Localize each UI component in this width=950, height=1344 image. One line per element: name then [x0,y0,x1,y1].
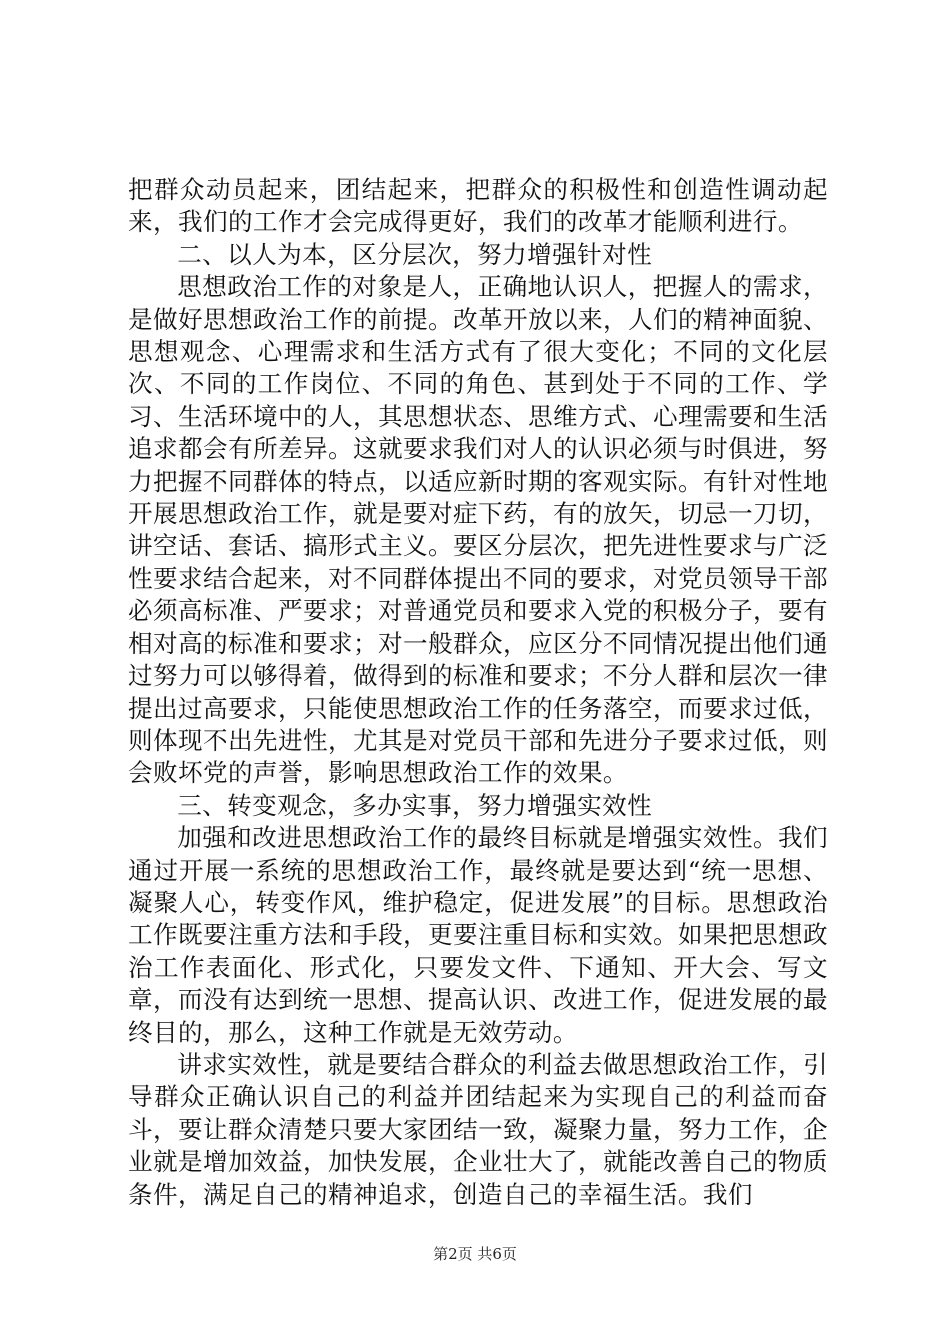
document-body [128,174,828,1211]
section-heading-3: 三、转变观念，多办实事，努力增强实效性 [177,790,653,820]
paragraph-section-3-a: 加强和改进思想政治工作的最终目标就是增强实效性。我们通过开展一系统的思想政治工作，最终就是要达到“统一思想、凝聚人心，转变作风，维护稳定，促进发展”的目标。思想政治工作既要注重方法和手段，更要注重目标和实效。如果把思想政治工作表面化、形式化，只要发文件、下通知、开大会、写文章，而没有达到统一思想、提高认识、改进工作，促进发展的最终目的，那么，这种工作就是无效劳动。 [128,823,828,1047]
paragraph-continuation: 把群众动员起来，团结起来，把群众的积极性和创造性调动起来，我们的工作才会完成得更好，我们的改革才能顺利进行。 [128,175,828,237]
paragraph-section-3-b: 讲求实效性，就是要结合群众的利益去做思想政治工作，引导群众正确认识自己的利益并团结起来为实现自己的利益而奋斗，要让群众清楚只要大家团结一致，凝聚力量，努力工作，企业就是增加效益，加快发展，企业壮大了，就能改善自己的物质条件，满足自己的精神追求，创造自己的幸福生活。我们 [128,1049,828,1209]
page-footer: 第2页 共6页 [433,1245,517,1263]
paragraph-section-2: 思想政治工作的对象是人，正确地认识人，把握人的需求，是做好思想政治工作的前提。改革开放以来，人们的精神面貌、思想观念、心理需求和生活方式有了很大变化；不同的文化层次、不同的工作岗位、不同的角色、甚到处于不同的工作、学习、生活环境中的人，其思想状态、思维方式、心理需要和生活追求都会有所差异。这就要求我们对人的认识必须与时俱进，努力把握不同群体的特点，以适应新时期的客观实际。有针对性地开展思想政治工作，就是要对症下药，有的放矢，切忌一刀切，讲空话、套话、搞形式主义。要区分层次，把先进性要求与广泛性要求结合起来，对不同群体提出不同的要求，对党员领导干部必须高标准、严要求；对普通党员和要求入党的积极分子，要有相对高的标准和要求；对一般群众，应区分不同情况提出他们通过努力可以够得着，做得到的标准和要求；不分人群和层次一律提出过高要求，只能使思想政治工作的任务落空，而要求过低，则体现不出先进性，尤其是对党员干部和先进分子要求过低，则会败坏党的声誉，影响思想政治工作的效果。 [128,272,828,788]
section-heading-2: 二、以人为本，区分层次，努力增强针对性 [177,239,653,269]
